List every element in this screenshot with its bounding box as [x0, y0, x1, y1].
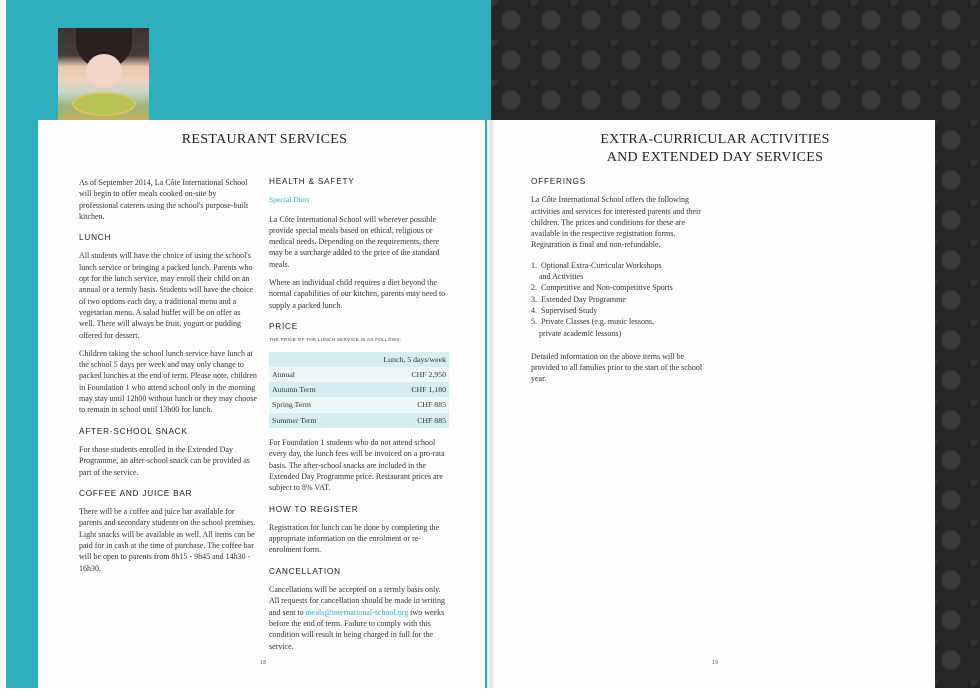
list-item-text: Competitive and Non-competitive Sports: [541, 283, 673, 293]
how-to-register-heading: HOW TO REGISTER: [269, 504, 359, 514]
price-table-row: [269, 413, 449, 428]
price-row-label: Annual: [269, 367, 345, 382]
price-table-row: [269, 367, 449, 382]
health-safety-heading: HEALTH & SAFETY: [269, 177, 355, 186]
cancellation-text-before: Cancellations will be accepted on a termly basis only. All requests for cancellation should be made in writing and sent to: [269, 585, 445, 617]
price-table-header-empty: [269, 352, 345, 367]
health-paragraph-2: Where an individual child requires a diet beyond the normal capabilities of our kitchen, parents may need to supply a packed lunch.: [269, 278, 446, 310]
price-row-label: Summer Term: [269, 413, 345, 428]
lunch-paragraph-1: All students will have the choice of using the school's lunch service or bringing a packed lunch. Parents who opt for the lunch service, may enroll their child on an annual or a termly basis. Students will have the choice of two options each day, a traditional menu and a vegetarian menu. A salad buffet will be on offer as well. There will always be fruit, yogurt or pudding offered for dessert.: [79, 251, 254, 340]
price-row-label: Autumn Term: [269, 382, 345, 397]
list-item-number: 5.: [531, 317, 537, 327]
right-page-number: 19: [712, 660, 719, 666]
photo-bowl: [72, 92, 136, 116]
list-item: [531, 305, 707, 316]
right-column: [531, 176, 707, 392]
left-page-number: 18: [260, 660, 267, 666]
price-row-value: CHF 2,950: [345, 367, 449, 382]
after-school-snack-heading: AFTER-SCHOOL SNACK: [79, 426, 188, 436]
closing-paragraph: Detailed information on the above items will be provided to all families prior to the start of the school year.: [531, 351, 703, 384]
left-column-2: [269, 176, 451, 659]
list-item-number: 3.: [531, 294, 537, 304]
register-paragraph: Registration for lunch can be done by completing the appropriate information on the enrolment or re-enrolment form.: [269, 522, 440, 555]
offerings-list: [531, 260, 707, 339]
restaurant-services-title: RESTAURANT SERVICES: [181, 132, 348, 147]
list-item-text: Private Classes (e.g. music lessons,: [541, 317, 655, 327]
price-row-value: CHF 1,180: [345, 382, 449, 397]
child-photo: [58, 28, 149, 120]
list-item-number: 2.: [531, 283, 537, 293]
price-table-row: [269, 382, 449, 397]
price-table-row: [269, 397, 449, 412]
snack-paragraph: For those students enrolled in the Extended Day Programme, an after-school snack can be provided as part of the service.: [79, 444, 250, 477]
left-column-1: [79, 177, 257, 581]
price-paragraph: For Foundation 1 students who do not attend school every day, the lunch fees will be invoiced on a pro-rata basis. The after-school snacks are included in the Extended Day Programme price. Restaurant prices are subject to 8% VAT.: [269, 438, 445, 493]
list-item: [531, 294, 707, 305]
price-row-value: CHF 885: [345, 397, 449, 412]
intro-paragraph: As of September 2014, La Côte International School will begin to offer meals cooked on-site by professional caterers using the school's purpose-built kitchen.: [79, 178, 249, 221]
coffee-juice-bar-heading: COFFEE AND JUICE BAR: [79, 488, 193, 498]
extracurricular-title-line-1: EXTRA-CURRICULAR ACTIVITIES: [600, 132, 830, 147]
extracurricular-title: [495, 131, 935, 167]
offerings-heading: OFFERINGS: [531, 177, 586, 186]
offerings-paragraph: La Côte International School offers the following activities and services for interested parents and their children. The prices and conditions for these are available in the respective registration forms. Registration is final and non-refundable.: [531, 195, 701, 250]
list-item-text: Supervised Study: [541, 305, 598, 315]
list-item-text: Extended Day Programme: [541, 294, 626, 304]
list-item-continuation: and Activities: [539, 272, 584, 282]
list-item-text: Optional Extra-Curricular Workshops: [541, 260, 662, 270]
photo-face: [86, 54, 122, 88]
special-diets-subheading: Special Diets: [269, 195, 310, 205]
price-subheading: THE PRICE OF THE LUNCH SERVICE IS AS FOLLOWS:: [269, 337, 402, 343]
lunch-paragraph-2: Children taking the school lunch service have lunch at the school 5 days per week and may only change to packed lunches at the end of term. Please note, children in Foundation 1 who attend school only in the morning may stay until 12h00 without lunch or they may choose to remain in school until 13h00 for lunch.: [79, 348, 257, 415]
page-gutter: [487, 120, 495, 688]
coffee-paragraph: There will be a coffee and juice bar available for parents and secondary students on the school premises. Light snacks will be available as well. All items can be paid for in cash at the time of purchase. The coffee bar will be open to parents from 8h15 - 9h45 and 14h30 - 16h30.: [79, 507, 256, 573]
price-row-value: CHF 885: [345, 413, 449, 428]
cancellation-text-after: two weeks before the end of term. Failure to comply with this condition will result in being charged in full for the service.: [269, 607, 445, 651]
list-item: [531, 282, 707, 293]
price-table-header-row: [269, 352, 449, 367]
price-table: [269, 352, 449, 428]
meals-email-link[interactable]: meals@international-school.org: [305, 607, 409, 617]
lunch-heading: LUNCH: [79, 233, 112, 243]
price-table-header: Lunch, 5 days/week: [345, 352, 449, 367]
cancellation-paragraph: [269, 584, 451, 652]
price-heading: PRICE: [269, 321, 299, 331]
cancellation-heading: CANCELLATION: [269, 566, 341, 576]
extracurricular-title-line-2: AND EXTENDED DAY SERVICES: [606, 150, 824, 165]
health-paragraph-1: La Côte International School will wherever possible provide special meals based on ethical, religious or medical needs. Depending on the requirements, there may be a surcharge added to the price of the standard meals.: [269, 214, 440, 269]
list-item-number: 4.: [531, 305, 537, 315]
list-item-number: 1.: [531, 260, 537, 270]
list-item: [531, 316, 707, 339]
list-item-continuation: private academic lessons): [539, 328, 622, 338]
price-row-label: Spring Term: [269, 397, 345, 412]
list-item: [531, 260, 707, 283]
